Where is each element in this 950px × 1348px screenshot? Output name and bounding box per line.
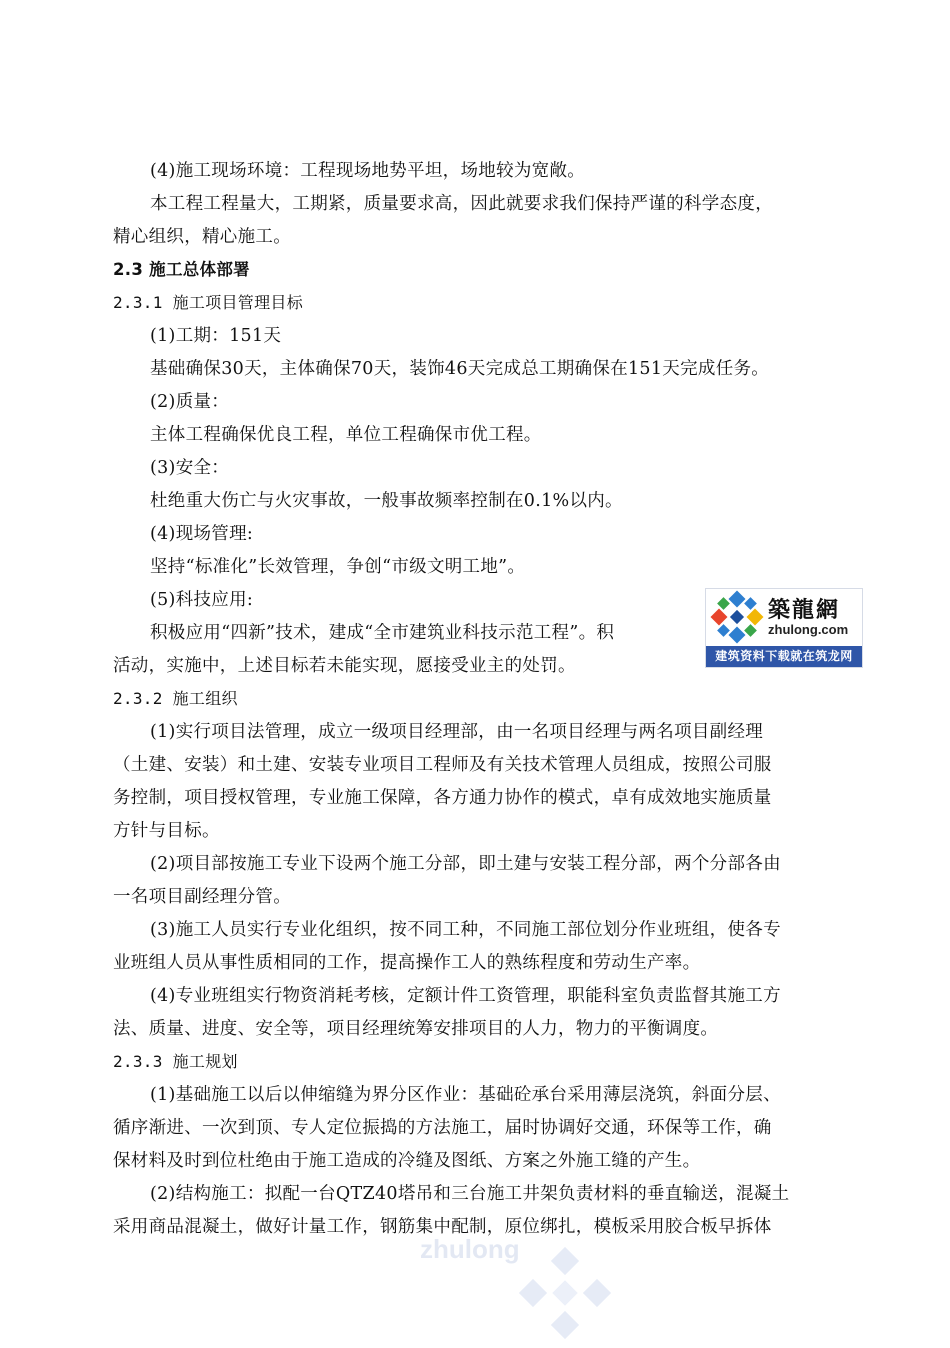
paragraph-line: (3)安全： [150,458,230,478]
paragraph-line: 本工程工程量大，工期紧，质量要求高，因此就要求我们保持严谨的科学态度， [150,194,773,214]
subsection-heading: 2.3.1 施工项目管理目标 [113,293,303,312]
paragraph-line: 杜绝重大伤亡与火灾事故，一般事故频率控制在0.1%以内。 [150,491,623,511]
logo-chinese-name: 築龍網 [768,598,841,623]
paragraph-line: 活动，实施中，上述目标若未能实现，愿接受业主的处罚。 [113,656,576,676]
paragraph-line: (2)项目部按施工专业下设两个施工分部，即土建与安装工程分部，两个分部各由 [150,854,781,874]
paragraph-line: (4)现场管理: [150,524,254,544]
paragraph-line: (4)施工现场环境：工程现场地势平坦，场地较为宽敞。 [150,161,586,181]
paragraph-line: (2)结构施工：拟配一台QTZ40塔吊和三台施工井架负责材料的垂直输送，混凝土 [150,1184,790,1204]
paragraph-line: 主体工程确保优良工程，单位工程确保市优工程。 [150,425,542,445]
watermark-snowflake-icon [515,1238,615,1348]
subsection-heading: 2.3.3 施工规划 [113,1052,238,1071]
paragraph-line: 循序渐进、一次到顶、专人定位振捣的方法施工，届时协调好交通，环保等工作，确 [113,1118,772,1138]
zhulong-logo [705,588,863,668]
paragraph-line: 精心组织，精心施工。 [113,227,291,247]
paragraph-line: (4)专业班组实行物资消耗考核，定额计件工资管理，职能科室负责监督其施工方 [150,986,781,1006]
paragraph-line: 业班组人员从事性质相同的工作，提高操作工人的熟练程度和劳动生产率。 [113,953,701,973]
paragraph-line: 一名项目副经理分管。 [113,887,291,907]
logo-tagline: 建筑资料下载就在筑龙网 [706,646,862,667]
paragraph-line: 保材料及时到位杜绝由于施工造成的冷缝及图纸、方案之外施工缝的产生。 [113,1151,701,1171]
paragraph-line: (1)工期：151天 [150,326,282,346]
paragraph-line: (1)基础施工以后以伸缩缝为界分区作业：基础砼承台采用薄层浇筑，斜面分层、 [150,1085,781,1105]
paragraph-line: 务控制，项目授权管理，专业施工保障，各方通力协作的模式，卓有成效地实施质量 [113,788,772,808]
paragraph-line: (1)实行项目法管理，成立一级项目经理部，由一名项目经理与两名项目副经理 [150,722,764,742]
paragraph-line: 坚持“标准化”长效管理，争创“市级文明工地”。 [150,557,526,577]
paragraph-line: （土建、安装）和土建、安装专业项目工程师及有关技术管理人员组成，按照公司服 [113,755,772,775]
logo-domain: zhulong.com [768,622,849,637]
paragraph-line: (3)施工人员实行专业化组织，按不同工种，不同施工部位划分作业班组，使各专 [150,920,781,940]
paragraph-line: (5)科技应用: [150,590,254,610]
subsection-heading: 2.3.2 施工组织 [113,689,238,708]
paragraph-line: 法、质量、进度、安全等，项目经理统筹安排项目的人力，物力的平衡调度。 [113,1019,719,1039]
watermark-text: zhulong [420,1234,520,1264]
paragraph-line: 基础确保30天，主体确保70天，装饰46天完成总工期确保在151天完成任务。 [150,359,770,379]
paragraph-line: 采用商品混凝土，做好计量工作，钢筋集中配制，原位绑扎，模板采用胶合板早拆体 [113,1217,772,1237]
paragraph-line: 积极应用“四新”技术，建成“全市建筑业科技示范工程”。积 [150,623,615,643]
snowflake-logo-icon [709,590,765,644]
section-heading: 2.3 施工总体部署 [113,260,250,279]
paragraph-line: 方针与目标。 [113,821,220,841]
paragraph-line: (2)质量： [150,392,230,412]
